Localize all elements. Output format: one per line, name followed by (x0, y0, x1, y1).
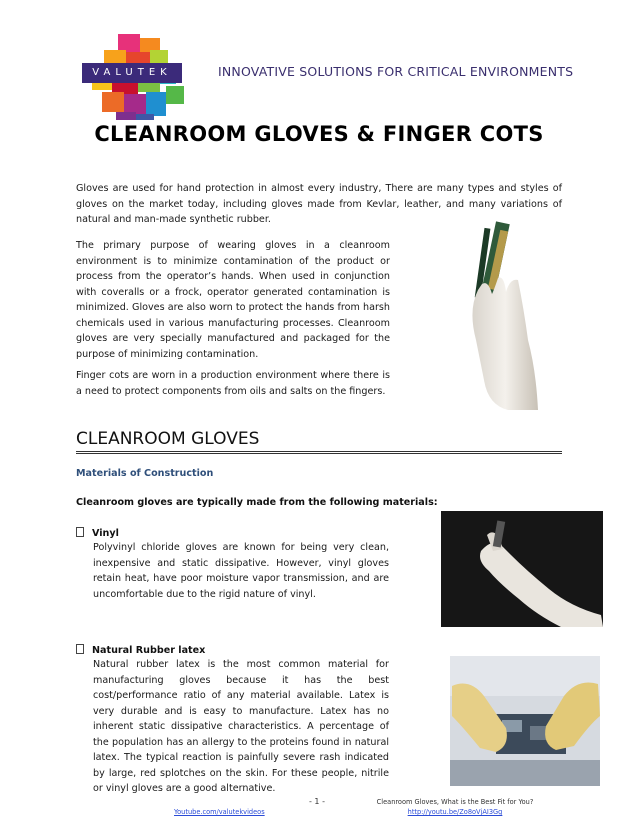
vinyl-glove-chip-image (441, 511, 603, 627)
material-description-vinyl: Polyvinyl chloride gloves are known for being very clean, inexpensive and static dissipative. However, vinyl gloves retain heat, have poor moisture vapor transmission, and are uncomfortable due to the rigid nature of vinyl. (93, 542, 389, 600)
gloved-hand-circuit-image (458, 220, 550, 410)
page-title: CLEANROOM GLOVES & FINGER COTS (94, 122, 544, 146)
intro-paragraph-1: Gloves are used for hand protection in almost every industry, There are many types and styles of gloves on the market today, including gloves made from Kevlar, leather, and many variations of natural and man-made synthetic rubber. (76, 183, 562, 225)
material-item-vinyl (76, 527, 119, 539)
latex-gloves-board-image (450, 656, 600, 786)
intro-paragraph-2: The primary purpose of wearing gloves in a cleanroom environment is to minimize contamination of the product or process from the operator’s hands. When used in conjunction with coveralls or a frock, operator generated contamination is minimized. Gloves are also worn to protect the hands from harsh chemicals used in various manufacturing processes. Cleanroom gloves are very specially manufactured and packaged for the purpose of minimizing contamination. (76, 240, 390, 360)
material-name: Natural Rubber latex (92, 645, 206, 656)
latex-gloves-board-photo (450, 656, 600, 786)
material-item-latex (76, 644, 205, 656)
material-description-latex: Natural rubber latex is the most common material for manufacturing gloves because it has the best cost/performance ratio of any material available. Latex is very durable and is easy to manufacture. Latex has no inherent static dissipative characteristics. A percentage of the population has an allergy to the proteins found in natural latex. The typical reaction is painfully severe rash indicated by large, red splotches on the skin. For these people, nitrile or vinyl gloves are a good alternative. (93, 659, 389, 794)
logo-band (82, 34, 212, 120)
logo-wordmark: VALUTEK (82, 63, 182, 83)
materials-intro: Cleanroom gloves are typically made from the following materials: (76, 497, 438, 508)
gloved-hand-circuit-photo (458, 220, 550, 410)
intro-paragraph-3: Finger cots are worn in a production environment where there is a need to protect components from oils and salts on the fingers. (76, 370, 390, 397)
vinyl-glove-chip-photo (441, 511, 603, 627)
section-heading: CLEANROOM GLOVES (76, 428, 562, 454)
header-tagline: INNOVATIVE SOLUTIONS FOR CRITICAL ENVIRONMENTS (218, 64, 574, 79)
bullet-box-icon (76, 644, 84, 654)
footer-video-title: Cleanroom Gloves, What is the Best Fit for You? (376, 798, 534, 806)
bullet-box-icon (76, 527, 84, 537)
footer-video-link[interactable]: http://youtu.be/Zo8oVjAI3Gg (407, 808, 503, 816)
page-number: - 1 - (309, 797, 325, 806)
footer-video-reference (350, 797, 560, 817)
section-subheading: Materials of Construction (76, 468, 214, 479)
material-name: Vinyl (92, 528, 119, 539)
footer-youtube-link[interactable]: Youtube.com/valutekvideos (174, 808, 265, 816)
